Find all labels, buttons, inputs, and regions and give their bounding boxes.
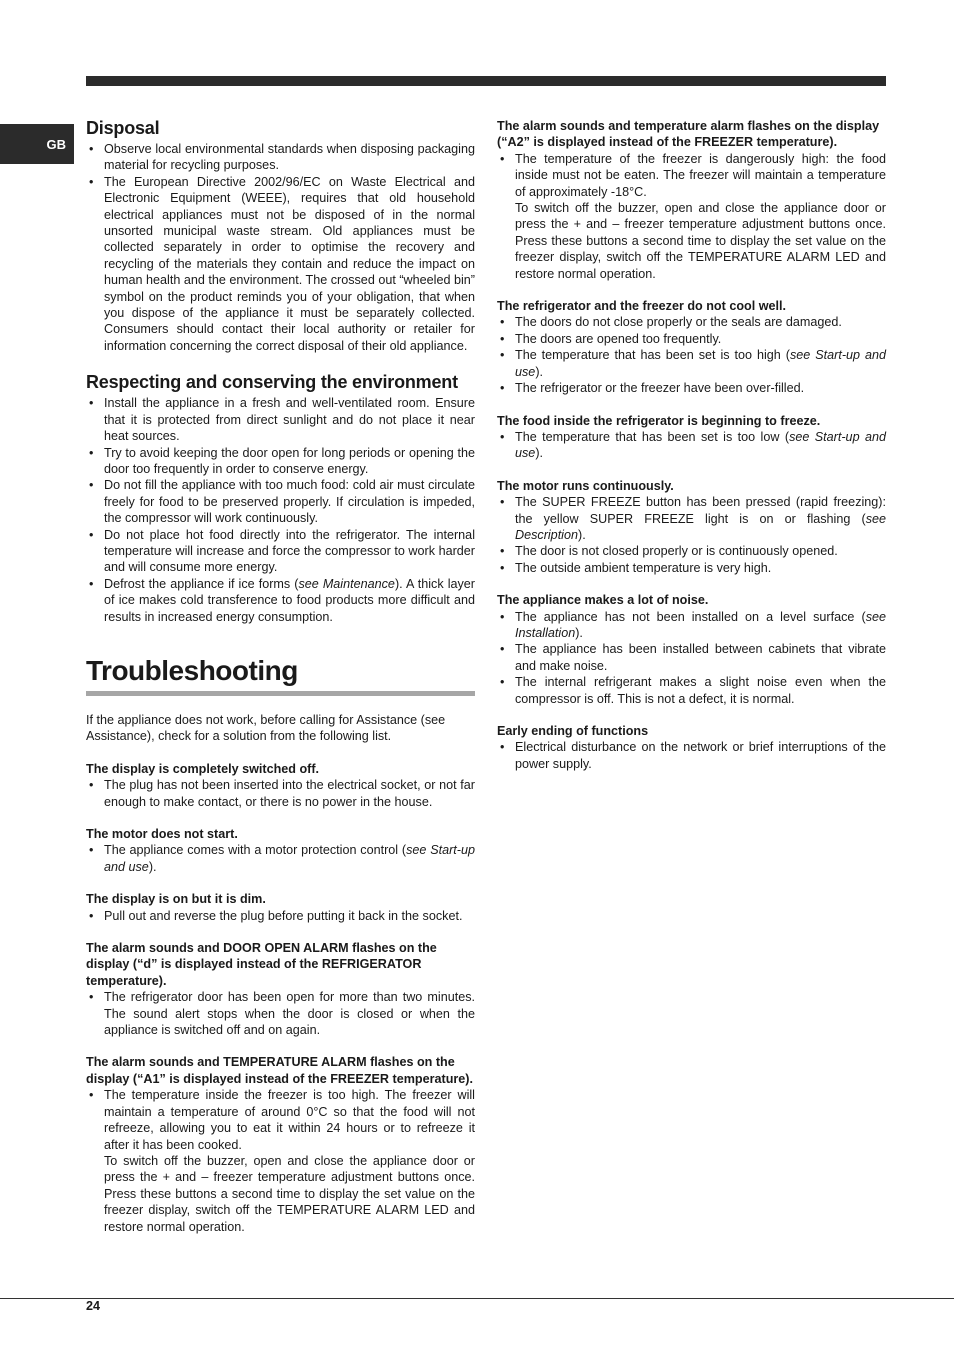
troubleshooting-item	[86, 761, 475, 810]
problem-heading: Early ending of functions	[497, 724, 649, 738]
page-number: 24	[86, 1299, 101, 1313]
list-item	[86, 576, 475, 625]
list-item: • Pull out and reverse the plug before putting it back in the socket.	[86, 908, 475, 924]
problem-heading: The alarm sounds and TEMPERATURE ALARM flashes on the display (“A1” is displayed instead of the FREEZER temperature).	[86, 1055, 473, 1086]
troubleshooting-item	[497, 413, 886, 462]
problem-heading: The appliance makes a lot of noise.	[497, 593, 709, 608]
troubleshooting-item	[497, 298, 886, 396]
problem-heading: The food inside the refrigerator is beginning to freeze.	[497, 413, 821, 428]
list-item	[497, 151, 886, 282]
cross-reference: see Description	[515, 511, 886, 542]
problem-heading: The display is completely switched off.	[86, 761, 320, 776]
list-item: • The internal refrigerant makes a slight noise even when the compressor is off. This is not a defect, it is normal.	[497, 674, 886, 707]
solution-list	[497, 314, 886, 396]
list-item	[497, 609, 886, 642]
cross-reference: see Start-up and use	[515, 429, 886, 461]
item-text: The appliance has not been installed on a level surface (	[515, 609, 866, 624]
solution-list	[86, 908, 475, 924]
list-item: • Do not fill the appliance with too much food: cold air must circulate freely for food to be preserved properly. If circulation is impeded, the compressor will work continuously.	[86, 477, 475, 526]
troubleshooting-intro: If the appliance does not work, before calling for Assistance (see Assistance), check for a solution from the following list.	[86, 712, 446, 744]
disposal-list	[86, 141, 475, 354]
cross-reference: see Start-up and use	[515, 348, 886, 379]
list-item: • Observe local environmental standards when disposing packaging material for recycling purposes.	[86, 141, 475, 174]
cross-reference: see Installation	[515, 609, 886, 640]
list-item	[86, 1087, 475, 1235]
environment-title: Respecting and conserving the environment	[86, 372, 458, 393]
disposal-title: Disposal	[86, 118, 160, 138]
troubleshooting-item	[86, 891, 475, 924]
troubleshooting-item	[497, 478, 886, 576]
list-item: • The outside ambient temperature is very high.	[497, 560, 886, 576]
list-item	[86, 842, 475, 875]
list-item: • The refrigerator door has been open for more than two minutes. The sound alert stops when the door is closed or when the appliance is switched off and on again.	[86, 989, 475, 1038]
troubleshooting-item	[497, 592, 886, 707]
list-item: • Electrical disturbance on the network or brief interruptions of the power supply.	[497, 739, 886, 772]
cross-reference: see Maintenance	[298, 576, 395, 591]
item-text: ).	[535, 446, 544, 461]
troubleshooting-item	[86, 1054, 475, 1234]
item-continuation: To switch off the buzzer, open and close the appliance door or press the + and – freezer temperature adjustment buttons once. Press these buttons a second time to display the set value on the freezer display, switch off the TEMPERATURE ALARM LED and restore normal operation.	[104, 1153, 475, 1234]
header-rule	[86, 76, 886, 86]
item-text: Defrost the appliance if ice forms (	[104, 576, 299, 591]
problem-heading: The motor runs continuously.	[497, 478, 674, 493]
list-item: • The doors do not close properly or the seals are damaged.	[497, 314, 886, 330]
solution-list	[497, 609, 886, 707]
troubleshooting-item	[497, 723, 886, 772]
list-item	[497, 429, 886, 462]
list-item: • Do not place hot food directly into the refrigerator. The internal temperature will increase and force the compressor to work harder and will consume more energy.	[86, 527, 475, 576]
footer-rule	[0, 1298, 954, 1299]
list-item	[497, 494, 886, 543]
troubleshooting-title: Troubleshooting	[86, 654, 298, 686]
problem-heading: The alarm sounds and DOOR OPEN ALARM flashes on the display (“d” is displayed instead of the REFRIGERATOR temperature).	[86, 941, 437, 988]
solution-list	[86, 842, 475, 875]
item-text: The SUPER FREEZE button has been pressed (rapid freezing): the yellow SUPER FREEZE light is on or flashing (	[515, 495, 886, 526]
environment-list	[86, 395, 475, 625]
troubleshooting-right-items	[497, 118, 886, 772]
list-item	[497, 347, 886, 380]
troubleshooting-item	[86, 940, 475, 1038]
troubleshooting-item	[86, 826, 475, 875]
item-text: The appliance comes with a motor protection control (	[104, 843, 407, 858]
list-item: • The plug has not been inserted into the electrical socket, or not far enough to make contact, or there is no power in the house.	[86, 777, 475, 810]
problem-heading: The refrigerator and the freezer do not cool well.	[497, 299, 787, 314]
troubleshooting-item	[497, 118, 886, 282]
list-item: • Install the appliance in a fresh and well-ventilated room. Ensure that it is protected from direct sunlight and do not place it near heat sources.	[86, 395, 475, 444]
cross-reference: see Start-up and use	[104, 843, 476, 874]
item-text: ).	[578, 527, 586, 542]
solution-list	[497, 494, 886, 576]
list-item: • The appliance has been installed between cabinets that vibrate and make noise.	[497, 641, 886, 674]
list-item: • Try to avoid keeping the door open for long periods or opening the door too frequently in order to conserve energy.	[86, 445, 475, 478]
solution-list	[86, 777, 475, 810]
item-text: ).	[535, 364, 544, 379]
list-item: • The doors are opened too frequently.	[497, 331, 886, 347]
left-column	[86, 118, 475, 1251]
item-continuation: To switch off the buzzer, open and close the appliance door or press the + and – freezer temperature adjustment buttons once. Press these buttons a second time to display the set value on the freezer display, switch off the TEMPERATURE ALARM LED and restore normal operation.	[515, 201, 886, 281]
solution-list	[86, 989, 475, 1038]
solution-list	[497, 739, 886, 772]
title-underline	[86, 691, 475, 696]
item-text: The temperature of the freezer is dangerously high: the food inside must not be eaten. The freezer will maintain a temperature of approximately -18°C.	[515, 151, 886, 199]
list-item: • The refrigerator or the freezer have been over-filled.	[497, 380, 886, 396]
item-text: ).	[148, 859, 157, 874]
problem-heading: The motor does not start.	[86, 827, 238, 841]
troubleshooting-left-items	[86, 761, 475, 1235]
right-column	[497, 118, 886, 788]
problem-heading: The alarm sounds and temperature alarm flashes on the display (“A2” is displayed instead of the FREEZER temperature).	[497, 119, 880, 150]
item-text: ). A thick layer of ice makes cold transference to food products more difficult and results in increased energy consumption.	[104, 576, 476, 624]
language-tab: GB	[0, 124, 74, 164]
item-text: The temperature inside the freezer is too high. The freezer will maintain a temperature of around 0°C so that the food will not refreeze, allowing you to eat it within 24 hours or to refreeze it after it has been cooked.	[104, 1088, 475, 1152]
list-item: • The European Directive 2002/96/EC on Waste Electrical and Electronic Equipment (WEEE), requires that old household electrical appliances must not be disposed of in the normal unsorted municipal waste stream. Old appliances must be collected separately in order to optimise the recovery and recycling of the materials they contain and reduce the impact on human health and the environment. The crossed out “wheeled bin” symbol on the product reminds you of your obligation, that when you dispose of the appliance it must be separately collected. Consumers should contact their local authority or retailer for information concerning the correct disposal of their old appliance.	[86, 174, 475, 354]
problem-heading: The display is on but it is dim.	[86, 892, 266, 907]
item-text: ).	[575, 625, 583, 640]
solution-list	[497, 151, 886, 282]
solution-list	[497, 429, 886, 462]
solution-list	[86, 1087, 475, 1235]
item-text: The temperature that has been set is too low (	[515, 429, 790, 444]
list-item: • The door is not closed properly or is continuously opened.	[497, 543, 886, 559]
item-text: The temperature that has been set is too high (	[515, 348, 790, 363]
